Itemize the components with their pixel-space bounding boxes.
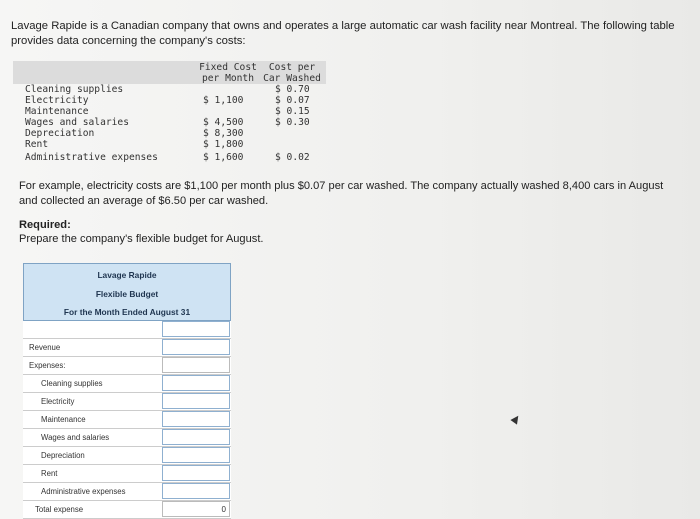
cost-row: Rent $ 1,800 [25, 139, 244, 150]
budget-row-blank [23, 321, 231, 339]
company-name: Lavage Rapide [97, 270, 157, 280]
example-text: For example, electricity costs are $1,100 per month plus $0.07 per car washed. The company actually washed 8,400 cars in August and collected an average of $6.50 per car washed. [19, 180, 664, 207]
budget-row-cleaning-supplies: Cleaning supplies [23, 375, 231, 393]
cost-row: Depreciation $ 8,300 [25, 128, 244, 139]
budget-row-rent: Rent [23, 465, 231, 483]
budget-row-electricity: Electricity [23, 393, 231, 411]
budget-row-total-expense: Total expense 0 [23, 501, 231, 519]
fixed-cost-header: Fixed Cost per Month [199, 62, 257, 84]
budget-row-revenue: Revenue [23, 339, 231, 357]
administrative-input[interactable] [162, 483, 230, 499]
flexible-budget-header [23, 263, 231, 321]
cost-row: Maintenance $ 0.15 [25, 106, 310, 117]
variable-cost-header: Cost per Car Washed [263, 62, 321, 84]
cost-row: Wages and salaries $ 4,500 $ 0.30 [25, 117, 310, 128]
wages-input[interactable] [162, 429, 230, 445]
depreciation-input[interactable] [162, 447, 230, 463]
budget-title: Flexible Budget [95, 289, 159, 299]
required-heading: Required: [19, 219, 71, 231]
electricity-input[interactable] [162, 393, 230, 409]
expenses-amount-cell [162, 357, 230, 373]
budget-row-depreciation: Depreciation [23, 447, 231, 465]
cost-row: Administrative expenses $ 1,600 $ 0.02 [25, 152, 310, 163]
maintenance-input[interactable] [162, 411, 230, 427]
cost-data-table [13, 61, 326, 169]
amount-input[interactable] [162, 321, 230, 337]
budget-period: For the Month Ended August 31 [63, 307, 191, 317]
budget-row-administrative: Administrative expenses [23, 483, 231, 501]
mouse-cursor-icon [510, 413, 521, 424]
cost-row: Electricity $ 1,100 $ 0.07 [25, 95, 310, 106]
cost-row: Cleaning supplies $ 0.70 [25, 84, 310, 95]
revenue-amount-input[interactable] [162, 339, 230, 355]
rent-input[interactable] [162, 465, 230, 481]
cleaning-supplies-input[interactable] [162, 375, 230, 391]
budget-row-maintenance: Maintenance [23, 411, 231, 429]
flexible-budget-form [23, 263, 231, 519]
total-expense-cell: 0 [162, 501, 230, 517]
budget-row-wages: Wages and salaries [23, 429, 231, 447]
required-text: Prepare the company's flexible budget for August. [19, 233, 264, 245]
budget-row-expenses: Expenses: [23, 357, 231, 375]
flexible-budget-rows [23, 321, 231, 519]
problem-intro: Lavage Rapide is a Canadian company that owns and operates a large automatic car wash facility near Montreal. The following table provides data concerning the company's costs: [11, 20, 675, 47]
